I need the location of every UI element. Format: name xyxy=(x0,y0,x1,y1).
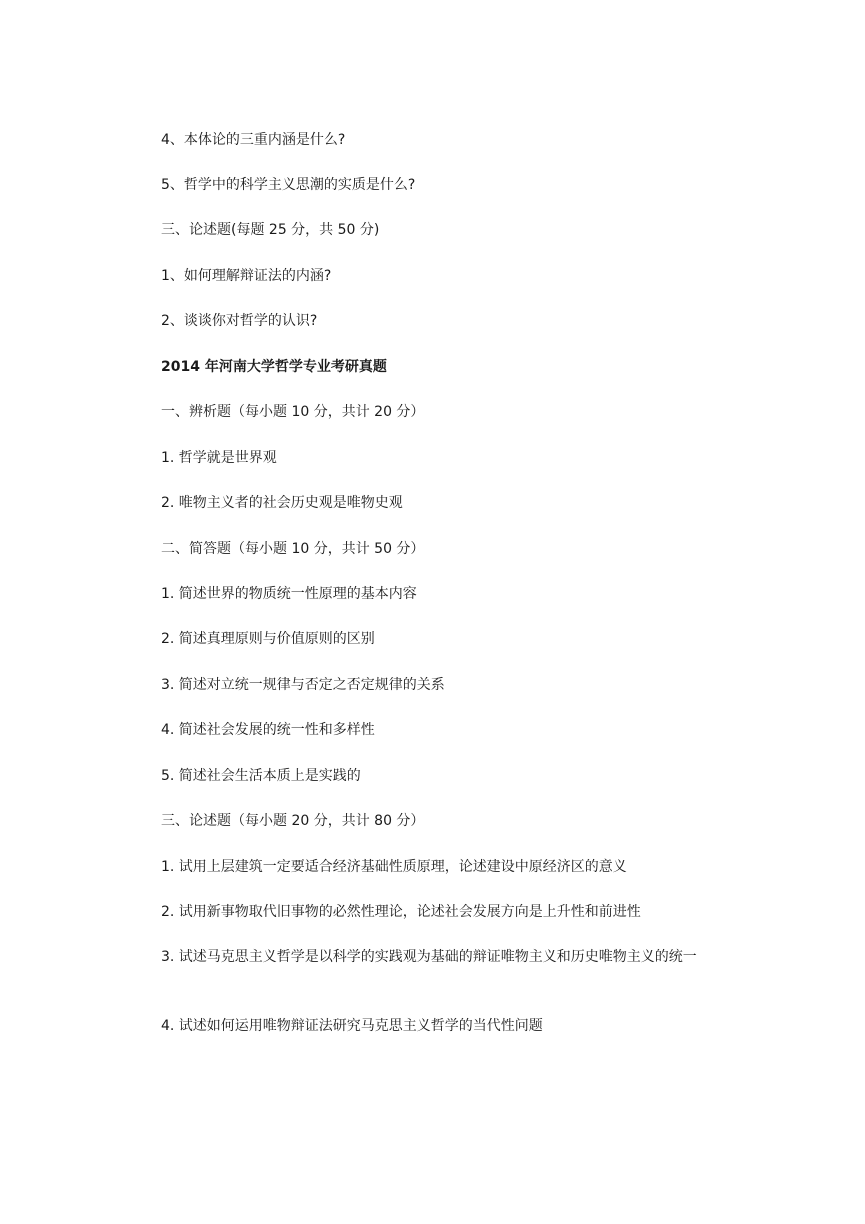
list-item: 4. 试述如何运用唯物辩证法研究马克思主义哲学的当代性问题 xyxy=(161,1018,543,1034)
section-essay-heading: 三、论述题(每题 25 分，共 50 分) xyxy=(161,222,380,238)
list-item: 1. 哲学就是世界观 xyxy=(161,450,277,466)
list-item: 3. 试述马克思主义哲学是以科学的实践观为基础的辩证唯物主义和历史唯物主义的统一 xyxy=(161,949,697,965)
section-essay-heading-2014: 三、论述题（每小题 20 分，共计 80 分） xyxy=(161,813,425,829)
exam-title: 2014 年河南大学哲学专业考研真题 xyxy=(161,359,387,375)
question-philosophy: 2、谈谈你对哲学的认识? xyxy=(161,313,318,329)
question-dialectics: 1、如何理解辩证法的内涵? xyxy=(161,268,332,284)
question-ontology: 4、本体论的三重内涵是什么? xyxy=(161,132,346,148)
list-item: 2. 简述真理原则与价值原则的区别 xyxy=(161,631,375,647)
list-item: 4. 简述社会发展的统一性和多样性 xyxy=(161,722,375,738)
section-analysis-heading: 一、辨析题（每小题 10 分，共计 20 分） xyxy=(161,404,425,420)
list-item: 1. 试用上层建筑一定要适合经济基础性质原理，论述建设中原经济区的意义 xyxy=(161,859,627,875)
question-scientism: 5、哲学中的科学主义思潮的实质是什么? xyxy=(161,177,416,193)
section-short-answer-heading: 二、简答题（每小题 10 分，共计 50 分） xyxy=(161,541,425,557)
list-item: 3. 简述对立统一规律与否定之否定规律的关系 xyxy=(161,677,445,693)
list-item: 2. 试用新事物取代旧事物的必然性理论，论述社会发展方向是上升性和前进性 xyxy=(161,904,641,920)
list-item: 5. 简述社会生活本质上是实践的 xyxy=(161,768,361,784)
list-item: 1. 简述世界的物质统一性原理的基本内容 xyxy=(161,586,417,602)
list-item: 2. 唯物主义者的社会历史观是唯物史观 xyxy=(161,495,403,511)
